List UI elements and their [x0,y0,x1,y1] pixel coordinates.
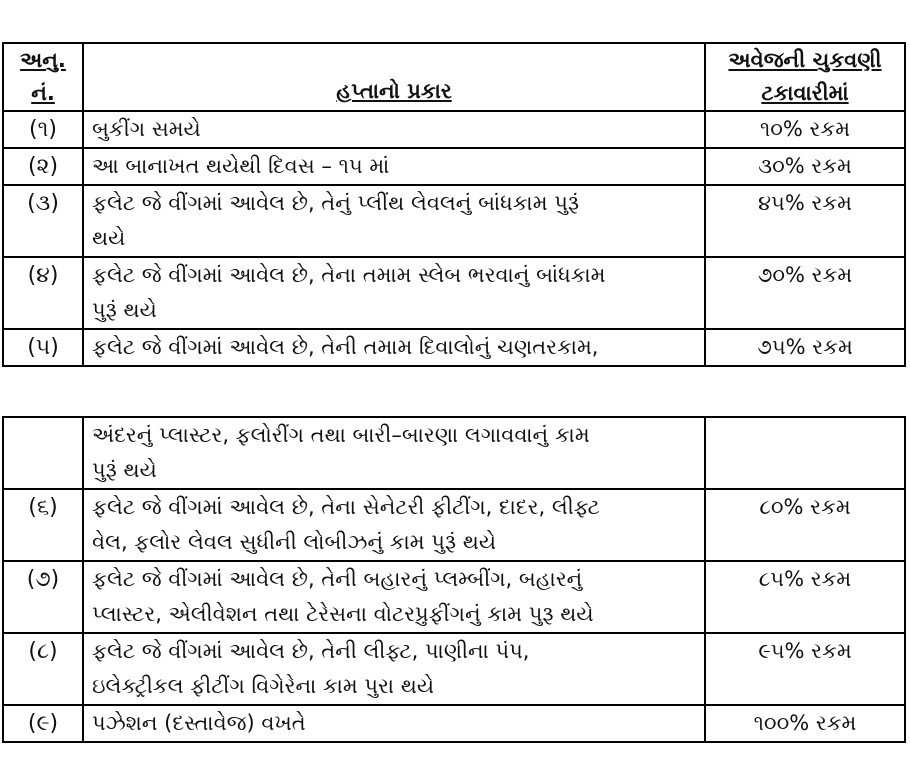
description-line: આ બાનાખત થયેથી દિવસ – ૧૫ માં [92,154,390,178]
row-amount: ૩૦% રકમ [705,148,905,185]
description-line: ફલેટ જે વીંગમાં આવેલ છે, તેનું પ્લીંથ લેવલનું બાંધકામ પુરૂં [92,191,580,215]
row-number: (૬) [3,489,83,561]
row-number: (૮) [3,633,83,705]
description-line: ફલેટ જે વીંગમાં આવેલ છે, તેના સેનેટરી ફીટીંગ, દાદર, લીફ્ટ [92,495,600,519]
row-amount: ૭૦% રકમ [705,257,905,329]
row-amount: ૯૫% રકમ [705,633,905,705]
installment-table-bottom [2,416,906,743]
description-line: અંદરનું પ્લાસ્ટર, ફલોરીંગ તથા બારી–બારણા લગાવવાનું કામ [92,423,590,447]
table-row [3,185,905,257]
description-line: બુકીંગ સમયે [92,117,201,141]
row-amount [705,417,905,489]
row-description [83,257,705,329]
table-row [3,111,905,148]
table-row [3,633,905,705]
description-line: પુરૂં થયે [92,298,157,322]
description-line: પઝેશન (દસ્તાવેજ) વખતે [92,711,306,735]
payment-header [705,43,905,111]
description-line: થયે [92,226,126,250]
row-amount: ૧૦૦% રકમ [705,705,905,742]
row-description [83,329,705,366]
table-row [3,417,905,489]
description-line: ફલેટ જે વીંગમાં આવેલ છે, તેના તમામ સ્લેબ ભરવાનું બાંધકામ [92,263,606,287]
payment-header-line-1: અવેજની ચુકવણી [728,48,882,72]
row-amount: ૮૫% રકમ [705,561,905,633]
serial-header-line-2: નં. [31,81,55,105]
row-description [83,111,705,148]
row-amount: ૪૫% રકમ [705,185,905,257]
type-header: હપ્તાનો પ્રકાર [83,43,705,111]
description-line: પુરૂં થયે [92,458,157,482]
row-description [83,561,705,633]
row-description [83,633,705,705]
row-number: (૫) [3,329,83,366]
row-amount: ૭૫% રકમ [705,329,905,366]
row-amount: ૮૦% રકમ [705,489,905,561]
table-row [3,561,905,633]
row-description [83,705,705,742]
description-line: ફલેટ જે વીંગમાં આવેલ છે, તેની લીફ્ટ, પાણીના પંપ, [92,639,530,663]
table-row [3,705,905,742]
serial-header [3,43,83,111]
row-number [3,417,83,489]
row-number: (૨) [3,148,83,185]
table-row [3,489,905,561]
row-number: (૧) [3,111,83,148]
description-line: ફલેટ જે વીંગમાં આવેલ છે, તેની તમામ દિવાલોનું ચણતરકામ, [92,335,599,359]
row-description [83,417,705,489]
row-number: (૭) [3,561,83,633]
row-description [83,148,705,185]
table-row [3,329,905,366]
row-number: (૪) [3,257,83,329]
description-line: ફલેટ જે વીંગમાં આવેલ છે, તેની બહારનું પ્લમ્બીંગ, બહારનું [92,567,583,591]
header-row [3,43,905,111]
payment-header-line-2: ટકાવારીમાં [761,81,849,105]
description-line: પ્લાસ્ટર, એલીવેશન તથા ટેરેસના વોટરપ્રુફીંગનું કામ પુરૂ થયે [92,602,594,626]
description-line: વેલ, ફલોર લેવલ સુધીની લોબીઝનું કામ પુરૂં થયે [92,530,497,554]
row-number: (૩) [3,185,83,257]
row-amount: ૧૦% રકમ [705,111,905,148]
row-number: (૯) [3,705,83,742]
serial-header-line-1: અનુ. [20,48,66,72]
description-line: ઇલેક્ટ્રીકલ ફીટીંગ વિગેરેના કામ પુરા થયે [92,674,435,698]
row-description [83,185,705,257]
table-row [3,257,905,329]
table-row [3,148,905,185]
installment-table-top [2,42,906,367]
row-description [83,489,705,561]
